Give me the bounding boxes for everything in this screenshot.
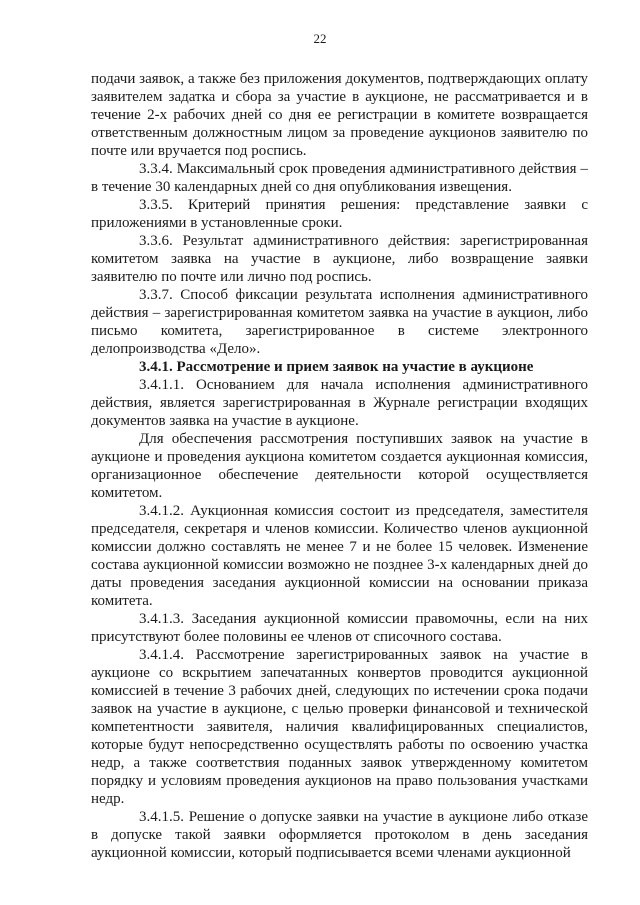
page-number: 22	[313, 31, 327, 46]
paragraph: 3.3.7. Способ фиксации результата исполнения административного действия – зарегистрированная комитетом заявка на участие в аукцион, либо письмо комитета, зарегистрированное в системе электронного делопроизводства «Дело».	[91, 287, 588, 357]
paragraph: 3.4.1.4. Рассмотрение зарегистрированных заявок на участие в аукционе со вскрытием запечатанных конвертов проводится аукционной комиссией в течение 3 рабочих дней, следующих по истечении срока подачи заявок на участие в аукционе, с целью проверки финансовой и технической компетентности заявителя, наличия квалифицированных специалистов, которые будут непосредственно осуществлять работы по освоению участка недр, а также соответствия поданных заявок утвержденному комитетом порядку и условиям проведения аукционов на право пользования участками недр.	[91, 647, 588, 807]
paragraph: Для обеспечения рассмотрения поступивших заявок на участие в аукционе и проведения аукциона комитетом создается аукционная комиссия, организационное обеспечение деятельности которой осуществляется комитетом.	[91, 431, 588, 501]
section-heading: 3.4.1. Рассмотрение и прием заявок на участие в аукционе	[139, 359, 534, 375]
paragraph: 3.4.1.1. Основанием для начала исполнения административного действия, является зарегистрированная в Журнале регистрации входящих документов заявка на участие в аукционе.	[91, 377, 588, 429]
paragraph: 3.4.1.5. Решение о допуске заявки на участие в аукционе либо отказе в допуске такой заявки оформляется протоколом в день заседания аукционной комиссии, который подписывается всеми членами аукционной	[91, 809, 588, 861]
paragraph: 3.4.1.2. Аукционная комиссия состоит из председателя, заместителя председателя, секретаря и членов комиссии. Количество членов аукционной комиссии должно составлять не менее 7 и не более 15 человек. Изменение состава аукционной комиссии возможно не позднее 3-х календарных дней до даты проведения заседания аукционной комиссии на основании приказа комитета.	[91, 503, 588, 609]
paragraph: 3.3.4. Максимальный срок проведения административного действия – в течение 30 календарных дней со дня опубликования извещения.	[91, 161, 588, 195]
paragraph: 3.4.1.3. Заседания аукционной комиссии правомочны, если на них присутствуют более половины ее членов от списочного состава.	[91, 611, 588, 645]
paragraph: 3.3.6. Результат административного действия: зарегистрированная комитетом заявка на участие в аукционе, либо возвращение заявки заявителю по почте или лично под роспись.	[91, 233, 588, 285]
document-body	[91, 70, 588, 862]
paragraph: подачи заявок, а также без приложения документов, подтверждающих оплату заявителем задатка и сбора за участие в аукционе, не рассматривается и в течение 2-х рабочих дней со дня ее регистрации в комитете возвращается ответственным должностным лицом за проведение аукционов заявителю по почте или вручается под роспись.	[91, 71, 588, 159]
paragraph: 3.3.5. Критерий принятия решения: представление заявки с приложениями в установленные сроки.	[91, 197, 588, 231]
